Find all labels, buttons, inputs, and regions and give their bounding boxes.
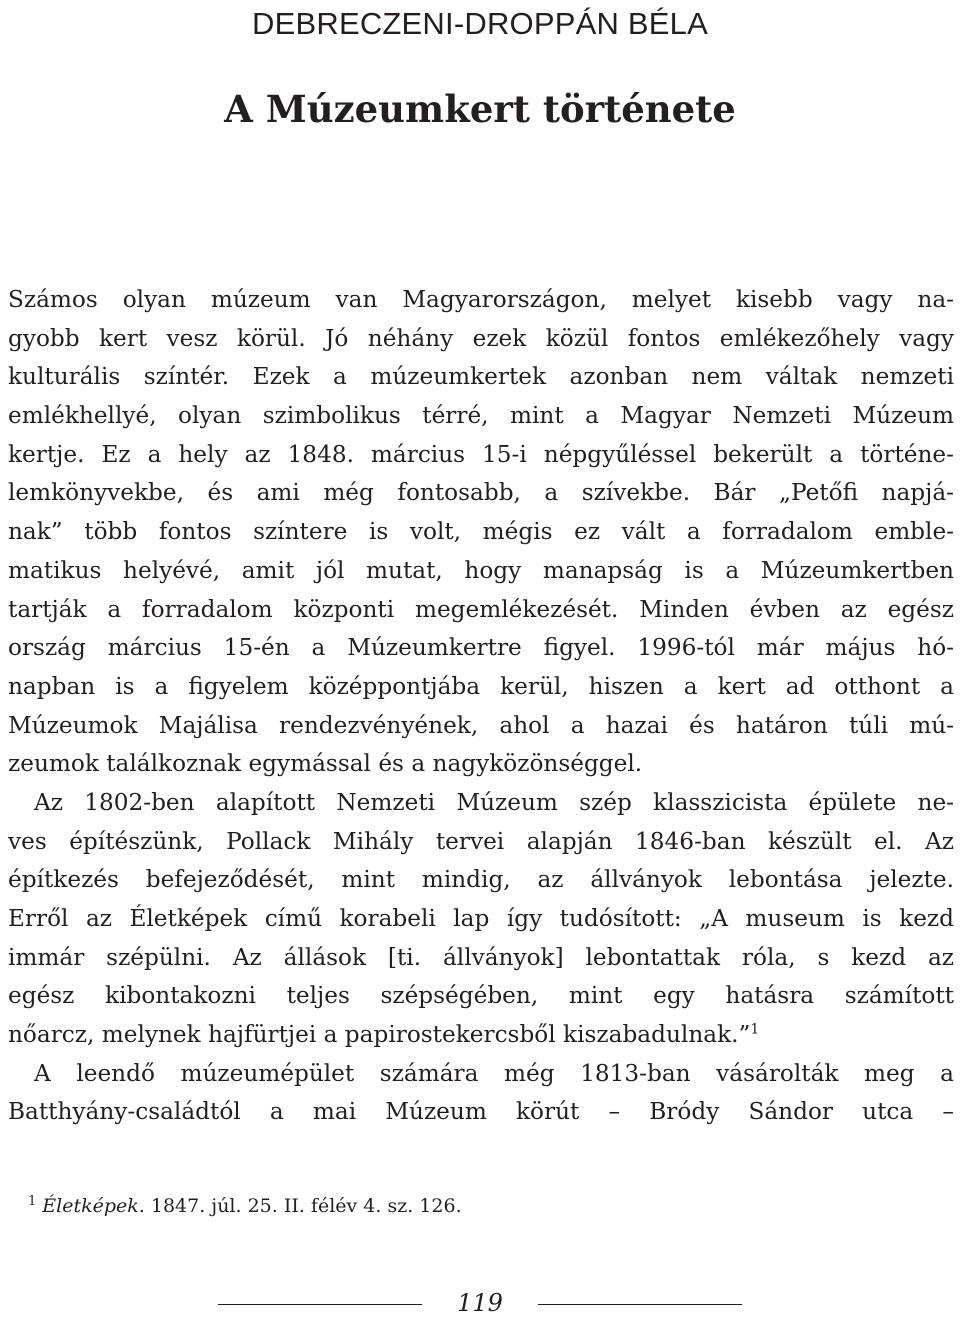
body-line: immár szépülni. Az állások [ti. állványok] lebontattak róla, s kezd az [8, 943, 954, 971]
body-line: egész kibontakozni teljes szépségében, mint egy hatásra számított [8, 982, 954, 1010]
author-name: DEBRECZENI-DROPPÁN BÉLA [252, 6, 708, 41]
body-line: Az 1802-ben alapított Nemzeti Múzeum szép klasszicista épülete ne- [34, 788, 954, 816]
body-line: kulturális színtér. Ezek a múzeumkertek azonban nem váltak nemzeti [8, 363, 954, 391]
footer-rule-left [218, 1304, 422, 1305]
body-line: Batthyány-családtól a mai Múzeum körút – Bródy Sándor utca – [8, 1098, 954, 1126]
body-line-with-footnote [8, 1016, 954, 1055]
body-line: tartják a forradalom központi megemlékezését. Minden évben az egész [8, 595, 954, 623]
body-line: Múzeumok Majálisa rendezvényének, ahol a hazai és határon túli mú- [8, 711, 954, 739]
body-line: zeumok találkoznak egymással és a nagyközönséggel. [8, 750, 643, 778]
body-line-text: nőarcz, melynek hajfürtjei a papirostekercsből kiszabadulnak.” [8, 1021, 751, 1049]
body-line: kertje. Ez a hely az 1848. március 15-i népgyűléssel bekerült a történe- [8, 440, 954, 468]
body-line: ves építészünk, Pollack Mihály tervei alapján 1846-ban készült el. Az [8, 827, 954, 855]
page-number: 119 [457, 1289, 503, 1317]
body-line: ország március 15-én a Múzeumkertre figyel. 1996-tól már május hó- [8, 634, 954, 662]
body-line: Erről az Életképek című korabeli lap így tudósított: „A museum is kezd [8, 905, 954, 932]
article-body [8, 281, 954, 1132]
footnote [28, 1192, 928, 1220]
body-line: építkezés befejeződését, mint mindig, az állványok lebontása jelezte. [8, 866, 954, 894]
article-title: A Múzeumkert története [224, 87, 736, 131]
body-line: napban is a figyelem középpontjába kerül, hiszen a kert ad otthont a [8, 672, 954, 700]
body-line: matikus helyévé, amit jól mutat, hogy manapság is a Múzeumkertben [8, 556, 954, 584]
footnote-source-title: Életképek. [42, 1195, 145, 1217]
footnote-citation: 1847. júl. 25. II. félév 4. sz. 126. [144, 1195, 462, 1217]
body-line: lemkönyvekbe, és ami még fontosabb, a szívekbe. Bár „Petőfi napjá- [8, 479, 954, 507]
body-line: Számos olyan múzeum van Magyarországon, melyet kisebb vagy na- [8, 286, 954, 313]
page-footer [0, 1286, 960, 1316]
body-line: A leendő múzeumépület számára még 1813-ban vásárolták meg a [34, 1059, 954, 1087]
body-line: nak” több fontos színtere is volt, mégis ez vált a forradalom emble- [8, 518, 954, 546]
body-line: emlékhellyé, olyan szimbolikus térré, mint a Magyar Nemzeti Múzeum [8, 402, 954, 430]
footnote-number: 1 [28, 1193, 37, 1209]
body-line: gyobb kert vesz körül. Jó néhány ezek közül fontos emlékezőhely vagy [8, 324, 954, 352]
footnote-reference: 1 [750, 1021, 760, 1038]
footer-rule-right [538, 1304, 742, 1305]
